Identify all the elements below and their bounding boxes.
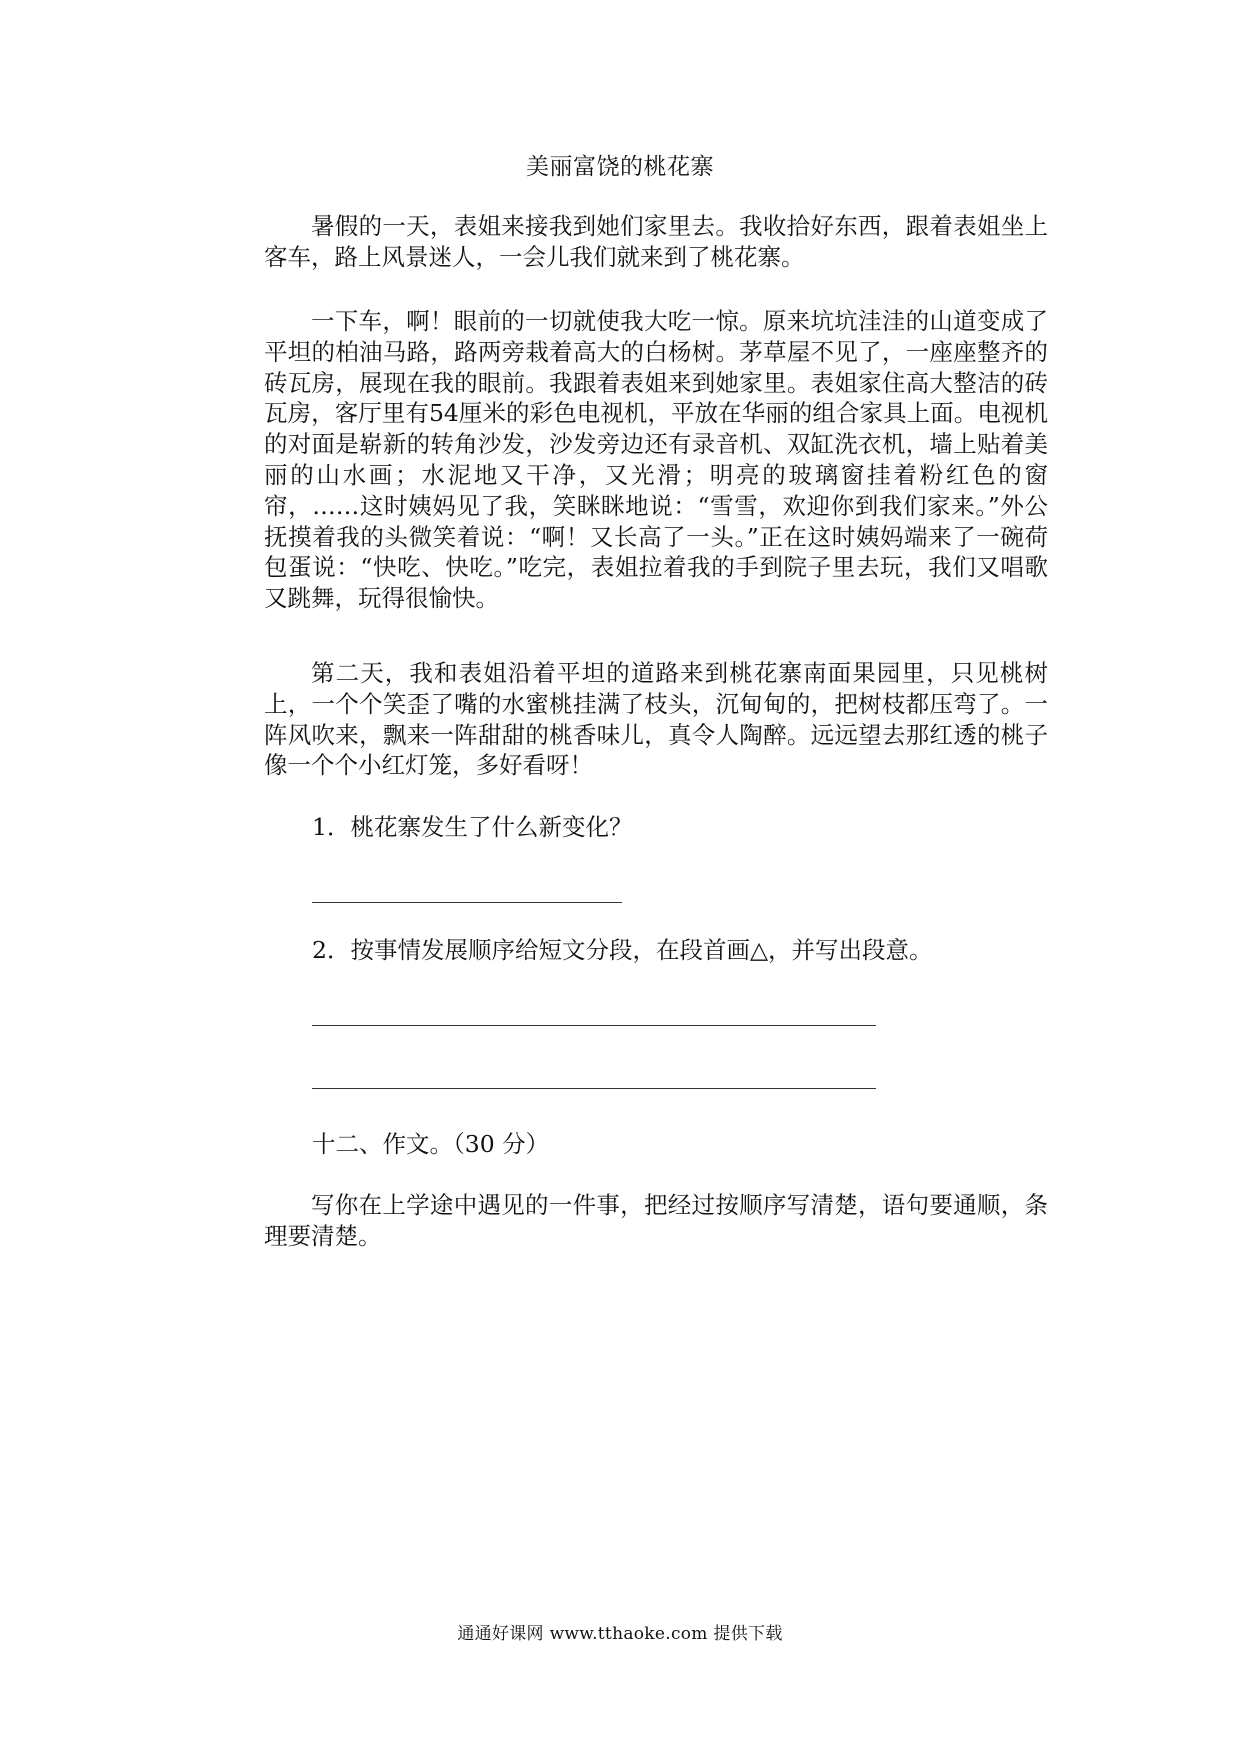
paragraph-1: 暑假的一天，表姐来接我到她们家里去。我收拾好东西，跟着表姐坐上客车，路上风景迷人，一会儿我们就来到了桃花寨。 <box>264 212 1048 271</box>
paragraph-3: 第二天，我和表姐沿着平坦的道路来到桃花寨南面果园里，只见桃树上，一个个笑歪了嘴的水蜜桃挂满了枝头，沉甸甸的，把树枝都压弯了。一阵风吹来，飘来一阵甜甜的桃香味儿，真令人陶醉。远远望去那红透的桃子像一个个小红灯笼，多好看呀！ <box>264 659 1048 780</box>
section-heading: 十二、作文。（30 分） <box>312 1130 550 1158</box>
page-footer: 通通好课网 www.tthaoke.com 提供下载 <box>457 1624 783 1644</box>
answer-line-3 <box>312 1088 876 1089</box>
answer-line-2 <box>312 1025 876 1026</box>
answer-line-1 <box>312 902 622 903</box>
composition-prompt: 写你在上学途中遇见的一件事，把经过按顺序写清楚，语句要通顺，条理要清楚。 <box>264 1191 1048 1250</box>
question-1: 1．桃花寨发生了什么新变化？ <box>312 813 633 841</box>
paragraph-2: 一下车，啊！眼前的一切就使我大吃一惊。原来坑坑洼洼的山道变成了平坦的柏油马路，路两旁栽着高大的白杨树。茅草屋不见了，一座座整齐的砖瓦房，展现在我的眼前。我跟着表姐来到她家里。表姐家住高大整洁的砖瓦房，客厅里有54厘米的彩色电视机，平放在华丽的组合家具上面。电视机的对面是崭新的转角沙发，沙发旁边还有录音机、双缸洗衣机，墙上贴着美丽的山水画；水泥地又干净，又光滑；明亮的玻璃窗挂着粉红色的窗帘，……这时姨妈见了我，笑眯眯地说：“雪雪，欢迎你到我们家来。”外公抚摸着我的头微笑着说：“啊！又长高了一头。”正在这时姨妈端来了一碗荷包蛋说：“快吃、快吃。”吃完，表姐拉着我的手到院子里去玩，我们又唱歌又跳舞，玩得很愉快。 <box>264 307 1048 613</box>
essay-title: 美丽富饶的桃花寨 <box>526 154 714 180</box>
question-2: 2．按事情发展顺序给短文分段，在段首画△，并写出段意。 <box>312 936 933 964</box>
